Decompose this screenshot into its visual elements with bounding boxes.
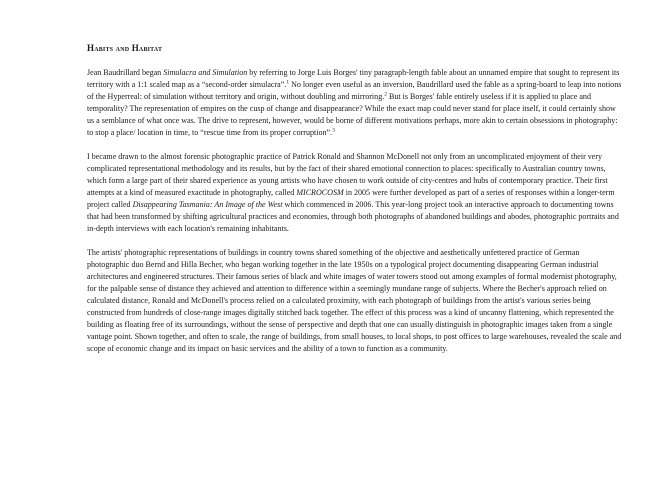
footnote-marker-2: 2	[384, 91, 387, 98]
p1-text-2: by referring to Jorge Luis Borges' tiny paragraph-length fable about an unnamed empire that sought to represent its territory with a 1:1 scaled map as a “second-order simulacra”.	[87, 68, 620, 89]
p2-project-title-2: Disappearing Tasmania: An Image of the West	[132, 200, 283, 209]
section-heading: Habits and Habitat	[87, 43, 163, 53]
p1-text-3: No longer even useful as an inversion, Baudrillard used the fable as a spring-board to leap into notions of the Hyperreal: of simulation without territory and origin, without doubling and mirroring.	[87, 80, 622, 101]
p2-project-title-1: MICROCOSM	[296, 188, 344, 197]
paragraph-3: The artists' photographic representations of buildings in country towns shared something of the objective and aesthetically unfettered practice of German photographic duo Bernd and Hilla Becher, who began working together in the late 1950s on a typological project documenting disappearing German industrial architectures and engineered structures. Their famous series of black and white images of water towers stood out among examples of formal modernist photography, for the palpable sense of distance they achieved and attention to difference within a seemingly mundane range of subjects. Where the Becher's approach relied on calculated distance, Ronald and McDonell's process relied on a calculated proximity, with each photograph of buildings from the artist's various series being constructed from hundreds of close-range images digitally stitched back together. The effect of this process was a kind of uncanny flattening, which represented the building as floating free of its surroundings, without the sense of perspective and depth that one can usually distinguish in photographic images taken from a single vantage point. Shown together, and often to scale, the range of buildings, from small houses, to local shops, to post offices to large warehouses, revealed the scale and scope of economic change and its impact on basic services and the ability of a town to function as a community.	[87, 248, 622, 353]
p1-book-title: Simulacra and Simulation	[163, 68, 248, 77]
footnote-marker-3: 3	[332, 127, 335, 134]
footnote-marker-1: 1	[286, 79, 290, 86]
p2-text-3: which commenced in 2006. This year-long project took an interactive approach to documenting towns that had been transformed by shifting agricultural practices and economies, through both photographs of abandoned buildings and abodes, photographic portraits and in-depth interviews with each location's remaining inhabitants.	[87, 200, 619, 233]
paragraph-2	[87, 151, 623, 235]
paragraph-1	[87, 67, 623, 139]
document-page	[87, 42, 623, 367]
p1-text-1: Jean Baudrillard began	[87, 68, 164, 77]
p2-text-1: I became drawn to the almost forensic photographic practice of Patrick Ronald and Shannon McDonell not only from an uncomplicated enjoyment of their very complicated representational methodology and its results, but by the fact of their shared emotional connection to places: specifically to Australian country towns, which form a large part of their shared experience as young artists who have chosen to work outside of city-centres and hubs of contemporary practice. Their first attempts at a kind of measured exactitude in photography, called	[87, 152, 608, 197]
p2-text-2: in 2005 were further developed as part of a series of responses within a longer-term project called	[87, 188, 615, 209]
p1-text-4: But is Borges' fable entirely useless if it is applied to place and temporality? The representation of empires on the cusp of change and disappearance? While the exact map could never stand for place itself, it could certainly show us a semblance of what once was. The drive to represent, however, would be borne of different motivations perhaps, more akin to certain obsessions in photography: to stop a place/ location in time, to “rescue time from its proper corruption”.	[87, 92, 618, 137]
